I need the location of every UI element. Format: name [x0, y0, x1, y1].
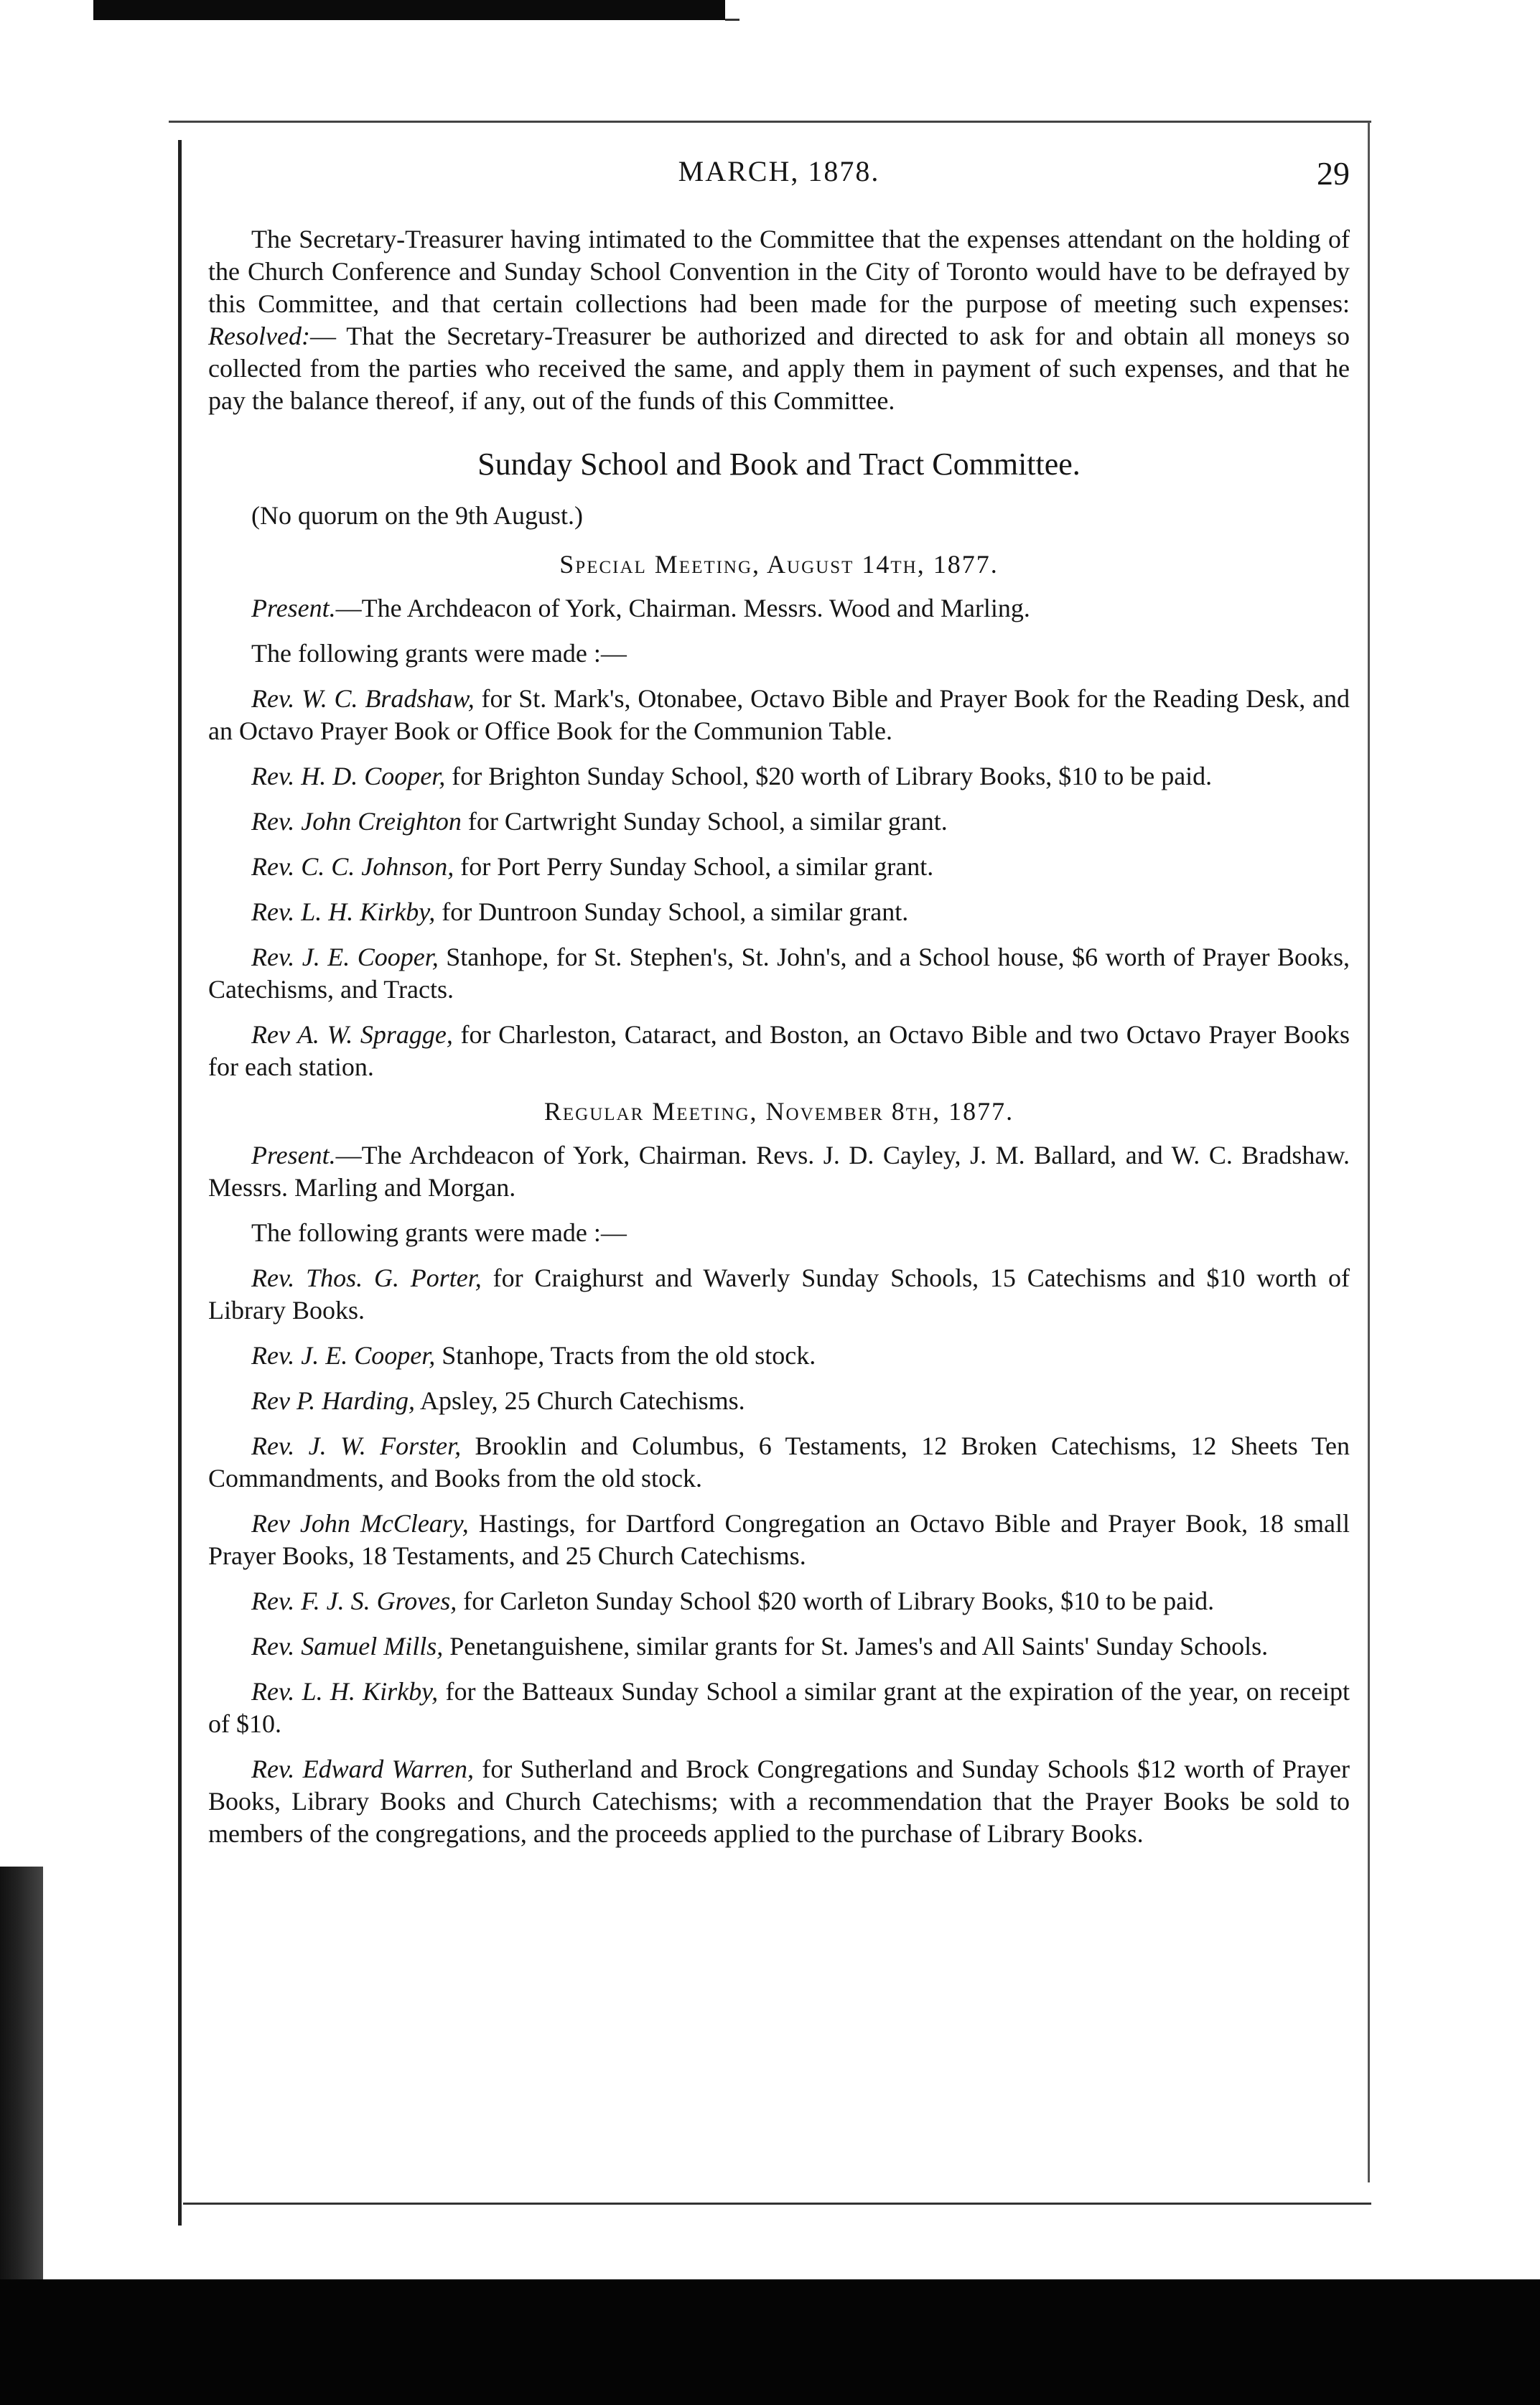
grant-text: for Port Perry Sunday School, a similar grant.: [454, 852, 934, 881]
grant-name: Rev. H. D. Cooper,: [251, 762, 446, 790]
grant-text: for Carleton Sunday School $20 worth of Library Books, $10 to be paid.: [457, 1587, 1215, 1615]
scan-bottom-band: [0, 2279, 1540, 2405]
grant-name: Rev A. W. Spragge,: [251, 1020, 453, 1049]
regular-grants-intro: The following grants were made :—: [251, 1218, 627, 1247]
left-margin-rule: [178, 140, 182, 2226]
regular-meeting-heading: Regular Meeting, November 8th, 1877.: [543, 1097, 1014, 1126]
present-label: Present.: [251, 594, 336, 622]
grant-name: Rev. L. H. Kirkby,: [251, 897, 436, 926]
grant-entry: [208, 805, 1350, 838]
special-grants-list: [208, 683, 1350, 1083]
grant-name: Rev. F. J. S. Groves,: [251, 1587, 457, 1615]
grant-entry: [208, 941, 1350, 1006]
grant-entry: [208, 1585, 1350, 1617]
grant-name: Rev. J. W. Forster,: [251, 1432, 462, 1460]
intro-paragraph: [208, 223, 1350, 417]
grant-name: Rev. Thos. G. Porter,: [251, 1264, 482, 1292]
intro-text-before: The Secretary-Treasurer having intimated to the Committee that the expenses attendant on the holding of the Church Conference and Sunday School Convention in the City of Toronto would have to be defrayed by this Committee, and that certain collections had been made for the purpose of meeting such expenses:: [208, 225, 1350, 318]
grant-text: Stanhope, for St. Stephen's, St. John's, and a School house, $6 worth of Prayer Books, Catechisms, and Tracts.: [208, 943, 1350, 1004]
grant-text: Apsley, 25 Church Catechisms.: [414, 1386, 745, 1415]
present-label: Present.: [251, 1141, 336, 1169]
section-title: Sunday School and Book and Tract Committee.: [477, 447, 1081, 482]
grant-entry: [208, 1340, 1350, 1372]
scan-left-edge: [0, 1867, 43, 2297]
grant-text: Penetanguishene, similar grants for St. James's and All Saints' Sunday Schools.: [443, 1632, 1269, 1661]
regular-present: [208, 1139, 1350, 1204]
page-header: [208, 154, 1350, 219]
grant-text: Stanhope, Tracts from the old stock.: [435, 1341, 816, 1370]
grant-name: Rev P. Harding,: [251, 1386, 415, 1415]
running-title: MARCH, 1878.: [678, 155, 880, 187]
grant-entry: [208, 683, 1350, 747]
special-meeting-heading: Special Meeting, August 14th, 1877.: [559, 550, 999, 579]
grant-text: for Sutherland and Brock Congregations and Sunday Schools $12 worth of Prayer Books, Library Books and Church Catechisms; with a recommendation that the Prayer Books be sold to members of the congregations, and the proceeds applied to the purchase of Library Books.: [208, 1755, 1350, 1848]
present-text: —The Archdeacon of York, Chairman. Messrs. Wood and Marling.: [335, 594, 1030, 622]
grant-entry: [208, 1262, 1350, 1327]
top-rule: [169, 121, 1371, 123]
regular-grants-list: [208, 1262, 1350, 1850]
grant-entry: [208, 851, 1350, 883]
grant-entry: [208, 1508, 1350, 1572]
special-present: [208, 592, 1350, 625]
resolved-label: Resolved:: [208, 322, 310, 350]
grant-name: Rev. C. C. Johnson,: [251, 852, 454, 881]
grant-name: Rev. J. E. Cooper,: [251, 1341, 436, 1370]
grant-text: for St. Mark's, Otonabee, Octavo Bible and Prayer Book for the Reading Desk, and an Octavo Prayer Book or Office Book for the Communion Table.: [208, 684, 1350, 745]
present-text: —The Archdeacon of York, Chairman. Revs. J. D. Cayley, J. M. Ballard, and W. C. Bradshaw. Messrs. Marling and Morgan.: [208, 1141, 1350, 1202]
quorum-note: (No quorum on the 9th August.): [251, 501, 583, 530]
grant-text: for the Batteaux Sunday School a similar grant at the expiration of the year, on receipt of $10.: [208, 1677, 1350, 1738]
grant-text: for Brighton Sunday School, $20 worth of Library Books, $10 to be paid.: [445, 762, 1213, 790]
grant-text: for Duntroon Sunday School, a similar grant.: [435, 897, 909, 926]
special-grants-intro: The following grants were made :—: [251, 639, 627, 668]
grant-text: Brooklin and Columbus, 6 Testaments, 12 Broken Catechisms, 12 Sheets Ten Commandments, and Books from the old stock.: [208, 1432, 1350, 1493]
grant-entry: [208, 1019, 1350, 1083]
grant-text: for Cartwright Sunday School, a similar grant.: [461, 807, 948, 836]
grant-entry: [208, 1753, 1350, 1850]
scan-top-bar-tail: [725, 19, 739, 21]
grant-name: Rev. W. C. Bradshaw,: [251, 684, 475, 713]
grant-name: Rev. Edward Warren,: [251, 1755, 474, 1783]
grant-entry: [208, 760, 1350, 793]
grant-entry: [208, 1676, 1350, 1740]
grant-name: Rev. J. E. Cooper,: [251, 943, 439, 971]
grant-text: for Craighurst and Waverly Sunday Schools, 15 Catechisms and $10 worth of Library Books.: [208, 1264, 1350, 1325]
grant-entry: [208, 896, 1350, 928]
grant-text: for Charleston, Cataract, and Boston, an Octavo Bible and two Octavo Prayer Books for each station.: [208, 1020, 1350, 1081]
grant-text: Hastings, for Dartford Congregation an Octavo Bible and Prayer Book, 18 small Prayer Books, 18 Testaments, and 25 Church Catechisms.: [208, 1509, 1350, 1570]
page: [208, 154, 1350, 1863]
grant-name: Rev. L. H. Kirkby,: [251, 1677, 439, 1706]
grant-entry: [208, 1630, 1350, 1663]
grant-name: Rev John McCleary,: [251, 1509, 469, 1538]
grant-name: Rev. John Creighton: [251, 807, 462, 836]
page-number: 29: [1317, 155, 1350, 192]
grant-name: Rev. Samuel Mills,: [251, 1632, 444, 1661]
grant-entry: [208, 1430, 1350, 1495]
intro-text-after: — That the Secretary-Treasurer be authorized and directed to ask for and obtain all moneys so collected from the parties who received the same, and apply them in payment of such expenses, and that he pay the balance thereof, if any, out of the funds of this Committee.: [208, 322, 1350, 415]
right-margin-rule: [1368, 122, 1370, 2182]
grant-entry: [208, 1385, 1350, 1417]
scan-top-bar: [93, 0, 725, 20]
bottom-rule: [183, 2203, 1371, 2205]
